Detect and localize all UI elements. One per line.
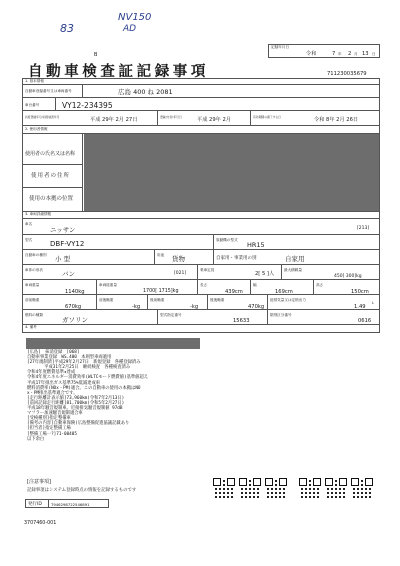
front-front-axle-value: 670kg <box>65 304 82 310</box>
capacity-value: 2[ 5 ]人 <box>255 271 275 277</box>
model-value: DBF-VY12 <box>50 240 85 248</box>
chassis-value: VY12-234395 <box>62 101 113 110</box>
width-label: 幅 <box>253 283 257 287</box>
front-rear-axle-label: 前後軸重 <box>99 298 114 302</box>
private-label: 自家用・事業用の別 <box>216 256 257 261</box>
footer-code: 3707460-001 <box>24 521 57 526</box>
issue-date-label: 記録年月日 <box>271 45 289 49</box>
expiry-label: 有効期間の満了する日 <box>253 115 281 119</box>
use-value: 貨物 <box>172 255 185 263</box>
maker-code: [213] <box>357 226 370 231</box>
issue-date-day: 13 <box>362 51 369 57</box>
section-remarks-heading: 4. 備考 <box>25 325 37 329</box>
engine-value: HR15 <box>247 241 265 249</box>
max-load-value: 450[ 300]kg <box>334 274 362 279</box>
type-number-value: 15633 <box>233 318 250 324</box>
displacement-value: 1.49 <box>354 304 366 310</box>
category-number-value: 0616 <box>358 318 372 324</box>
device-id-label: 発行ID <box>28 502 42 507</box>
weight-label: 車両重量 <box>25 283 40 287</box>
base-location-label: 使用の本拠の位置 <box>29 196 74 202</box>
chassis-label: 車台番号 <box>25 103 40 107</box>
issue-date-month-unit: 月 <box>354 52 358 56</box>
rear-rear-axle-label: 後後軸重 <box>210 298 225 302</box>
fuel-value: ガソリン <box>62 316 88 324</box>
first-reg-label: 初度登録年月/初度検査年月 <box>25 115 60 119</box>
remarks-redaction-bar <box>26 338 200 349</box>
fuel-label: 燃料の種類 <box>25 313 43 317</box>
notice-heading: [注意事項] <box>27 479 51 485</box>
private-value: 自家用 <box>285 255 305 263</box>
kind-value: 小 型 <box>55 255 71 263</box>
maker-value: ニッサン <box>50 226 76 234</box>
displacement-unit: L <box>372 301 375 305</box>
section-basic-heading: 1. 基本情報 <box>25 79 44 83</box>
kind-label: 自動車の種別 <box>25 253 47 257</box>
rear-front-axle-value: -kg <box>190 304 199 310</box>
gross-weight-value: 1700[ 1715]kg <box>143 289 179 294</box>
first-reg-date-label: 登録(交付)年月日 <box>160 115 182 119</box>
document-title: 自動車検査証記録事項 <box>28 64 209 80</box>
body-label: 車体の形状 <box>25 268 43 272</box>
length-label: 長さ <box>200 283 208 287</box>
notice-text: 記録事項はシステム登録時点の情報を記録するものです <box>27 488 137 493</box>
device-id-value: T946298722546891 <box>51 502 90 507</box>
user-info-redaction <box>84 134 379 211</box>
remarks-text: [広島] 抹消登録 [068] 自動車事業登録 WS.400 本則型車両適用 [27年規制済]平成29年2月27日 新規登録 各種登録済み 平成31年2月25日 継続検査 各種検査済み 令和4年度燃費基準★達成 令和4年度エネルギー消費効率(WLTCモード燃費値)基準値超え 平成17年排出ガス基準75%低減達成車 燃料消費率(NOx・PM)適合。この自動車の使用の本拠はNO x・PM排出基準適合です。 [走行距離計表示値]73,960km(令和7年2月13日) [前回記録走行距離]81,700km(令和5年2月27日) 平成18年騒音規制車。近接排気騒音規制値 97dB マフラー加速騒音規制適合車 [受検種別]指定整備車 [備考の内容]自動車保険(広島整備促進協議記載あり [担当者]指定整備工場 [整備工場一?]71-00405 以下余白 <box>27 350 149 442</box>
issue-date-month: 2 <box>348 51 352 57</box>
qr-code-3 <box>265 478 287 500</box>
office-letter: B <box>94 52 98 58</box>
category-number-label: 類別区分番号 <box>270 313 292 317</box>
displacement-label: 総排気量又は定格出力 <box>270 298 306 302</box>
user-address-label: 使用者の住所 <box>31 173 71 179</box>
handwritten-note-top: NV150 <box>118 12 152 23</box>
qr-code-4 <box>299 478 321 500</box>
gross-weight-label: 車両総重量 <box>99 283 117 287</box>
rear-rear-axle-value: 470kg <box>248 304 265 310</box>
issue-date-year-unit: 年 <box>338 52 342 56</box>
qr-code-6 <box>351 478 373 500</box>
expiry-value: 令和 8年 2月 26日 <box>314 117 359 123</box>
section-vehicle-heading: 3. 車両詳細情報 <box>25 212 52 216</box>
length-value: 439cm <box>225 289 243 295</box>
qr-code-2 <box>239 478 261 500</box>
rear-front-axle-label: 後前軸重 <box>150 298 165 302</box>
width-value: 169cm <box>275 289 293 295</box>
first-reg-value: 平成 29年 2月 27日 <box>90 117 138 123</box>
issue-date-day-unit: 日 <box>372 52 376 56</box>
use-label: 用途 <box>157 253 165 257</box>
reg-number-value: 広島 400 ね 2081 <box>118 88 173 96</box>
front-rear-axle-value: -kg <box>132 304 141 310</box>
height-value: 150cm <box>351 289 369 295</box>
type-number-label: 型式指定番号 <box>160 313 182 317</box>
engine-label: 原動機の型式 <box>216 238 238 242</box>
first-reg-date-value: 平成 29年 2月 <box>197 117 231 123</box>
qr-code-5 <box>325 478 347 500</box>
body-value: バン <box>62 270 75 278</box>
issue-date-year: 7 <box>332 51 336 57</box>
document-number: 711230035679 <box>327 71 367 77</box>
issue-date-era: 令和 <box>306 51 317 57</box>
front-front-axle-label: 前前軸重 <box>25 298 40 302</box>
qr-code-1 <box>213 478 235 500</box>
max-load-label: 最大積載量 <box>284 268 302 272</box>
section-user-heading: 2. 使用者情報 <box>25 127 48 131</box>
reg-number-label: 自動車登録番号又は車両番号 <box>25 89 72 93</box>
capacity-label: 乗車定員 <box>200 268 215 272</box>
weight-value: 1140kg <box>65 289 85 295</box>
maker-label: 車名 <box>25 222 33 226</box>
body-code: [021] <box>174 271 187 276</box>
model-label: 型式 <box>25 238 33 242</box>
handwritten-note-sub: AD <box>123 24 137 34</box>
handwritten-note-left: 83 <box>60 22 74 35</box>
owner-label: 使用者の氏名又は名称 <box>25 151 76 157</box>
height-label: 高さ <box>316 283 324 287</box>
